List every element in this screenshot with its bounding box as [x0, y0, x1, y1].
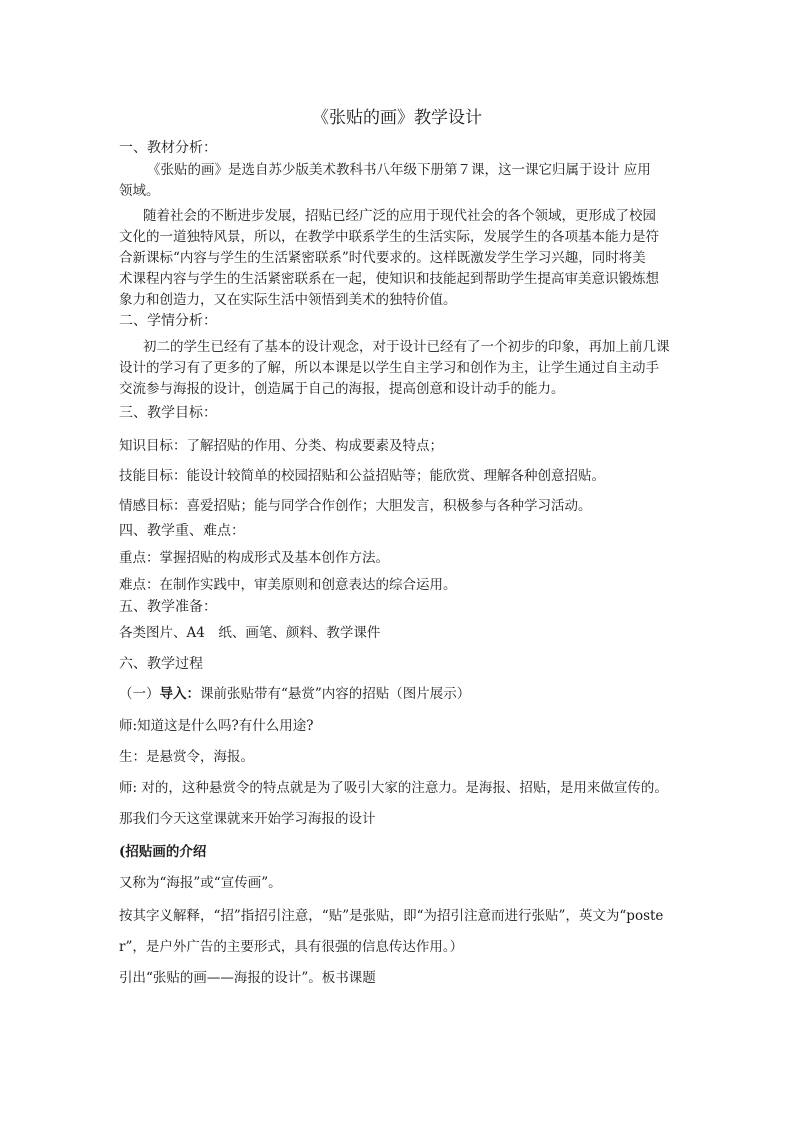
dialogue-teacher: 师:知道这是什么吗?有什么用途?	[119, 718, 314, 734]
goal-skill: 技能目标：能设计较简单的校园招贴和公益招贴等；能欣赏、理解各种创意招贴。	[119, 468, 605, 484]
intro-text: 课前张贴带有“悬赏”内容的招贴（图片展示）	[200, 686, 471, 702]
goal-knowledge: 知识目标：了解招贴的作用、分类、构成要素及特点；	[119, 438, 443, 454]
dialogue-student: 生：是悬赏令，海报。	[119, 749, 254, 765]
intro-label: 导入：	[159, 686, 200, 702]
intro-prefix: （一）	[119, 686, 160, 702]
materials-list: 各类图片、A4 纸、画笔、颜料、教学课件	[119, 625, 381, 641]
section-heading-preparation: 五、教学准备：	[119, 599, 217, 615]
paragraph-line: 象力和创造力，又在实际生活中领悟到美术的独特价值。	[119, 292, 457, 308]
section-heading-textbook-analysis: 一、教材分析：	[119, 140, 217, 156]
section-heading-student-analysis: 二、学情分析：	[119, 313, 217, 329]
goal-emotion: 情感目标：喜爱招贴；能与同学合作创作；大胆发言，积极参与各种学习活动。	[119, 498, 592, 514]
paragraph-line: 领域。	[119, 183, 160, 199]
difficulty-point: 难点：在制作实践中，审美原则和创意表达的综合运用。	[119, 577, 457, 593]
paragraph-line: 交流参与海报的设计，创造属于自己的海报，提高创意和设计动手的能力。	[119, 381, 565, 397]
section-heading-teaching-goals: 三、教学目标：	[119, 405, 217, 421]
paragraph-line: 初二的学生已经有了基本的设计观念，对于设计已经有了一个初步的印象，再加上前几课	[143, 339, 670, 355]
section-heading-key-points: 四、教学重、难点：	[119, 523, 245, 539]
paragraph-line: 合新课标“内容与学生的生活紧密联系”时代要求的。这样既激发学生学习兴趣，同时将美	[119, 250, 646, 266]
paragraph-line: 随着社会的不断进步发展，招贴已经广泛的应用于现代社会的各个领域，更形成了校园	[143, 208, 656, 224]
paragraph-line: 术课程内容与学生的生活紧密联系在一起，使知识和技能起到帮助学生提高审美意识锻炼想	[119, 271, 659, 287]
key-point: 重点：掌握招贴的构成形式及基本创作方法。	[119, 550, 389, 566]
section-heading-teaching-process: 六、教学过程	[119, 656, 203, 672]
subheading-poster-intro: (招贴画的介绍	[119, 844, 207, 860]
document-title: 《张贴的画》教学设计	[312, 108, 482, 128]
dialogue-teacher-continued: 那我们今天这堂课就来开始学习海报的设计	[119, 811, 376, 827]
poster-alias: 又称为“海报”或“宣传画”。	[119, 875, 282, 891]
poster-explanation-continued: r”，是户外广告的主要形式，具有很强的信息传达作用。）	[119, 939, 464, 955]
dialogue-teacher: 师: 对的，这种悬赏令的特点就是为了吸引大家的注意力。是海报、招贴，是用来做宣传的。	[119, 780, 668, 796]
poster-explanation: 按其字义解释，“招”指招引注意，“贴”是张贴，即“为招引注意而进行张贴”，英文为“poste	[119, 908, 664, 924]
paragraph-line: 《张贴的画》是选自苏少版美术教科书八年级下册第７课，这一课它归属于设计 应用	[147, 162, 651, 178]
paragraph-line: 文化的一道独特风景，所以，在教学中联系学生的生活实际，发展学生的各项基本能力是符	[119, 229, 659, 245]
intro-line	[119, 684, 679, 704]
lead-to-topic: 引出“张贴的画——海报的设计”。板书课题	[119, 970, 376, 986]
paragraph-line: 设计的学习有了更多的了解，所以本课是以学生自主学习和创作为主，让学生通过自主动手	[119, 360, 659, 376]
